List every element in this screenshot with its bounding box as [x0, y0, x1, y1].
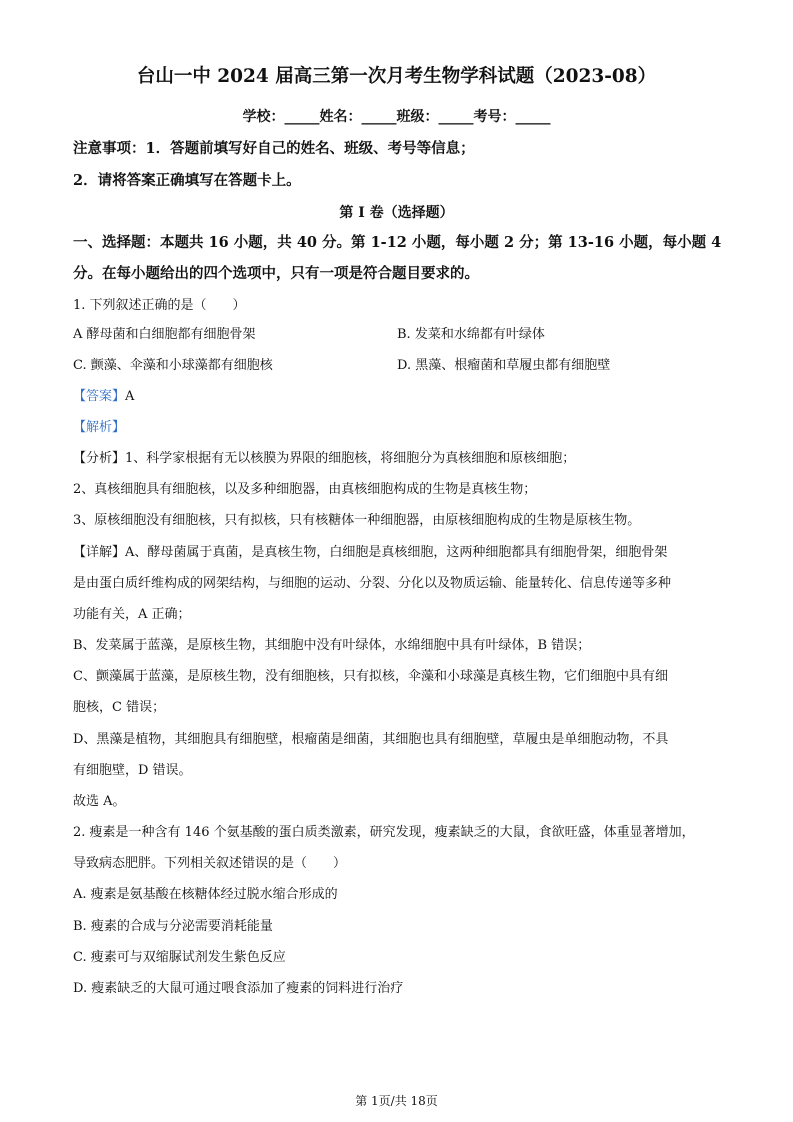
answer-tag: 【答案】	[73, 389, 126, 404]
question-1-option-d: D. 黑藻、根瘤菌和草履虫都有细胞壁	[397, 358, 611, 373]
detail-line-8: 有细胞壁，D 错误。	[73, 763, 192, 778]
question-2-stem-2: 导致病态肥胖。下列相关叙述错误的是（ ）	[73, 856, 347, 871]
fenxi-text-1: 1、科学家根据有无以核膜为界限的细胞核，将细胞分为真核细胞和原核细胞；	[125, 451, 576, 466]
detail-line-6: 胞核，C 错误；	[73, 700, 166, 715]
detail-line-2: 是由蛋白质纤维构成的网架结构，与细胞的运动、分裂、分化以及物质运输、能量转化、信息传递等多种	[73, 576, 672, 591]
analysis-tag: 【解析】	[73, 420, 126, 435]
fenxi-line-1	[73, 450, 575, 468]
question-2-stem-1: 2. 瘦素是一种含有 146 个氨基酸的蛋白质类激素，研究发现，瘦素缺乏的大鼠，食欲旺盛，体重显著增加，	[73, 825, 695, 840]
question-1-stem: 1. 下列叙述正确的是（ ）	[73, 298, 246, 313]
detail-line-5: C、颤藻属于蓝藻，是原核生物，没有细胞核，只有拟核，伞藻和小球藻是真核生物，它们细胞中具有细	[73, 669, 668, 684]
question-2-option-b: B. 瘦素的合成与分泌需要消耗能量	[73, 919, 273, 934]
page-footer: 第 1页/共 18页	[355, 1094, 438, 1108]
fenxi-tag: 【分析】	[73, 451, 126, 466]
question-2-option-a: A. 瘦素是氨基酸在核糖体经过脱水缩合形成的	[73, 887, 338, 902]
detail-tag: 【详解】	[73, 545, 126, 560]
section-instructions-1: 一、选择题：本题共 16 小题，共 40 分。第 1-12 小题，每小题 2 分；第 13-16 小题，每小题 4	[73, 234, 722, 251]
question-1-option-b: B. 发菜和水绵都有叶绿体	[397, 327, 545, 342]
question-1-option-c: C. 颤藻、伞藻和小球藻都有细胞核	[73, 358, 273, 373]
question-1-option-a: A 酵母菌和白细胞都有细胞骨架	[73, 327, 256, 342]
fenxi-line-2: 2、真核细胞具有细胞核，以及多种细胞器，由真核细胞构成的生物是真核生物；	[73, 482, 537, 497]
section-instructions-2: 分。在每小题给出的四个选项中，只有一项是符合题目要求的。	[73, 265, 479, 282]
detail-line-3: 功能有关，A 正确；	[73, 607, 191, 622]
answer-value: A	[125, 389, 135, 404]
detail-text-1: A、酵母菌属于真菌，是真核生物，白细胞是真核细胞，这两种细胞都具有细胞骨架，细胞骨架	[125, 545, 668, 560]
question-2-option-c: C. 瘦素可与双缩脲试剂发生紫色反应	[73, 950, 286, 965]
conclusion-line: 故选 A。	[73, 794, 126, 809]
notes-line-1: 注意事项：1．答题前填写好自己的姓名、班级、考号等信息；	[73, 140, 475, 157]
exam-title: 台山一中 2024 届高三第一次月考生物学科试题（2023-08）	[136, 66, 657, 87]
detail-line-1	[73, 544, 667, 562]
student-info-line: 学校：_____姓名：_____班级：_____考号：_____	[242, 109, 551, 125]
question-2-option-d: D. 瘦素缺乏的大鼠可通过喂食添加了瘦素的饲料进行治疗	[73, 981, 404, 996]
detail-line-7: D、黑藻是植物，其细胞具有细胞壁，根瘤菌是细菌，其细胞也具有细胞壁，草履虫是单细胞动物，不具	[73, 732, 669, 747]
notes-line-2: 2．请将答案正确填写在答题卡上。	[73, 172, 301, 189]
detail-line-4: B、发菜属于蓝藻，是原核生物，其细胞中没有叶绿体，水绵细胞中具有叶绿体，B 错误；	[73, 638, 591, 653]
section-title: 第 I 卷（选择题）	[339, 205, 454, 221]
answer-line	[73, 388, 134, 406]
fenxi-line-3: 3、原核细胞没有细胞核，只有拟核，只有核糖体一种细胞器，由原核细胞构成的生物是原核生物。	[73, 513, 641, 528]
